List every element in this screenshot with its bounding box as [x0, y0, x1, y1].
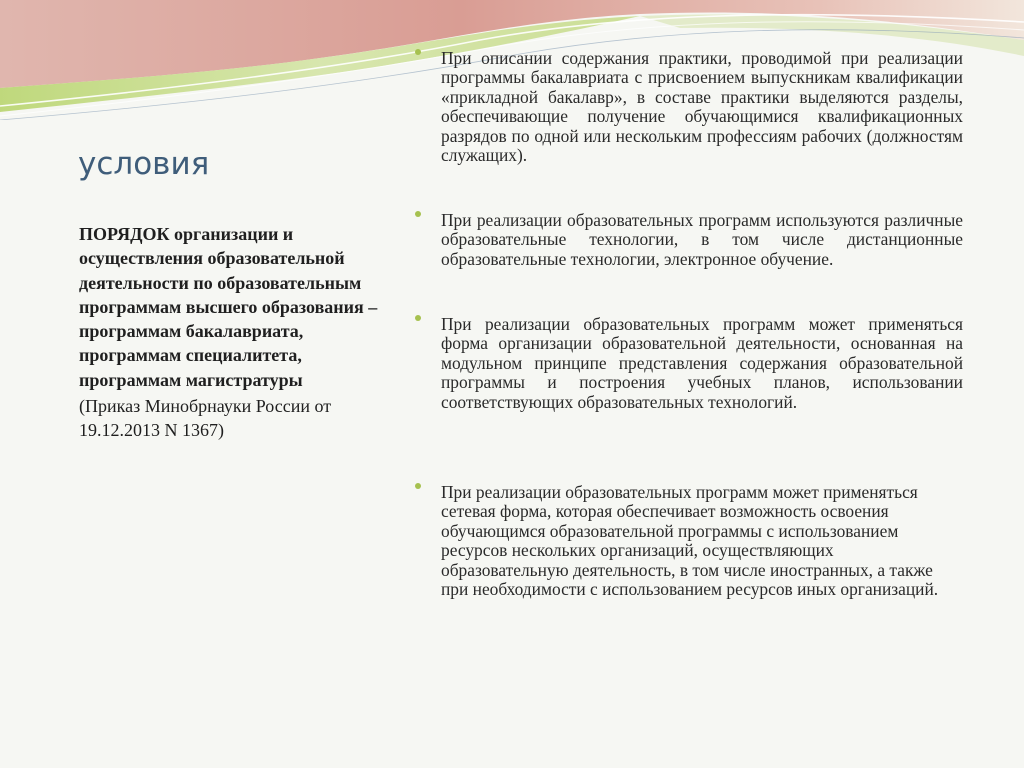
- bullet-item: [441, 315, 963, 412]
- bullet-dot-icon: [415, 211, 421, 217]
- slide-title: условия: [78, 146, 210, 182]
- order-reference: (Приказ Минобрнауки России от 19.12.2013 N 1367): [79, 396, 332, 441]
- order-heading: ПОРЯДОК организации и осуществления образовательной деятельности по образовательным программам высшего образования – программам бакалавриата, программам специалитета, программам магистратуры: [79, 224, 378, 390]
- left-text-block: [79, 222, 389, 443]
- bullet-text: При описании содержания практики, проводимой при реализации программы бакалавриата с присвоением выпускникам квалификации «прикладной бакалавр», в составе практики выделяются разделы, обеспечивающие получение обучающимися квалификационных разрядов по одной или нескольким профессиям рабочих (должностям служащих).: [441, 48, 963, 166]
- bullet-item: [441, 211, 963, 269]
- bullet-item: [441, 483, 941, 599]
- bullet-dot-icon: [415, 483, 421, 489]
- bullet-text: При реализации образовательных программ используются различные образовательные технологии, в том числе дистанционные образовательные технологии, электронное обучение.: [441, 210, 963, 269]
- bullet-item: [441, 49, 963, 165]
- bullet-dot-icon: [415, 315, 421, 321]
- bullet-dot-icon: [415, 49, 421, 55]
- bullet-text: При реализации образовательных программ может применяться сетевая форма, которая обеспечивает возможность освоения обучающимся образовательной программы с использованием ресурсов нескольких организаций, осуществляющих образовательную деятельность, в том числе иностранных, а также при необходимости с использованием ресурсов иных организаций.: [441, 482, 939, 600]
- bullet-text: При реализации образовательных программ может применяться форма организации образовательной деятельности, основанная на модульном принципе представления содержания образовательной программы и построения учебных планов, использовании соответствующих образовательных технологий.: [441, 314, 963, 412]
